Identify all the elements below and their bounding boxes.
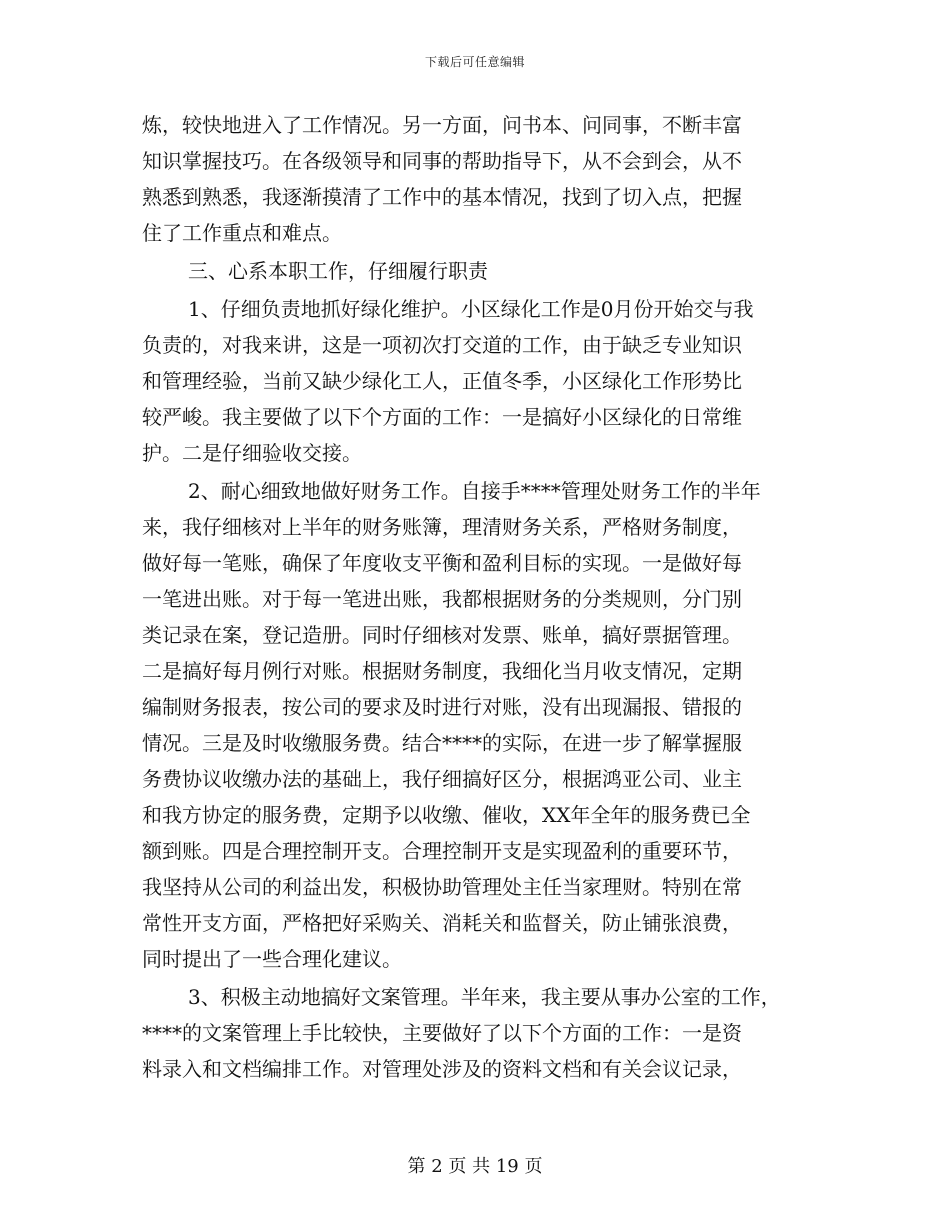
text-line: 住了工作重点和难点。 [142,221,342,245]
text-line: 常性开支方面，严格把好采购关、消耗关和监督关，防止铺张浪费， [142,911,742,935]
text-line: 额到账。四是合理控制开支。合理控制开支是实现盈利的重要环节， [142,839,742,863]
text-line: 类记录在案，登记造册。同时仔细核对发票、账单，搞好票据管理。 [142,623,742,647]
text-line: 务费协议收缴办法的基础上，我仔细搞好区分，根据鸿亚公司、业主 [142,767,742,791]
text-line: 较严峻。我主要做了以下个方面的工作：一是搞好小区绿化的日常维 [142,405,742,429]
section-heading: 三、心系本职工作，仔细履行职责 [188,259,488,283]
text-line: 一笔进出账。对于每一笔进出账，我都根据财务的分类规则，分门别 [142,587,742,611]
text-line: 炼，较快地进入了工作情况。另一方面，问书本、问同事，不断丰富 [142,113,742,137]
text-line: 情况。三是及时收缴服务费。结合****的实际，在进一步了解掌握服 [142,731,742,755]
text-line: 1、仔细负责地抓好绿化维护。小区绿化工作是0月份开始交与我 [188,297,754,321]
page-header: 下载后可任意编辑 [424,55,525,69]
text-line: 和我方协定的服务费，定期予以收缴、催收，XX年全年的服务费已全 [142,803,751,827]
text-line: 2、耐心细致地做好财务工作。自接手****管理处财务工作的半年 [188,479,761,503]
text-line: 料录入和文档编排工作。对管理处涉及的资料文档和有关会议记录， [142,1057,742,1081]
text-line: 护。二是仔细验收交接。 [142,441,362,465]
text-line: 做好每一笔账，确保了年度收支平衡和盈利目标的实现。一是做好每 [142,551,742,575]
text-line: 编制财务报表，按公司的要求及时进行对账，没有出现漏报、错报的 [142,695,742,719]
page-footer: 第 2 页 共 19 页 [407,1156,543,1177]
text-line: ****的文案管理上手比较快，主要做好了以下个方面的工作：一是资 [142,1021,742,1045]
text-line: 3、积极主动地搞好文案管理。半年来，我主要从事办公室的工作， [188,985,781,1009]
text-line: 负责的，对我来讲，这是一项初次打交道的工作，由于缺乏专业知识 [142,333,742,357]
text-line: 同时提出了一些合理化建议。 [142,947,402,971]
text-line: 二是搞好每月例行对账。根据财务制度，我细化当月收支情况，定期 [142,659,742,683]
text-line: 来，我仔细核对上半年的财务账簿，理清财务关系，严格财务制度， [142,515,742,539]
text-line: 和管理经验，当前又缺少绿化工人，正值冬季，小区绿化工作形势比 [142,369,742,393]
document-body [142,107,822,1087]
text-line: 知识掌握技巧。在各级领导和同事的帮助指导下，从不会到会，从不 [142,149,742,173]
text-line: 我坚持从公司的利益出发，积极协助管理处主任当家理财。特别在常 [142,875,742,899]
text-line: 熟悉到熟悉，我逐渐摸清了工作中的基本情况，找到了切入点，把握 [142,185,742,209]
